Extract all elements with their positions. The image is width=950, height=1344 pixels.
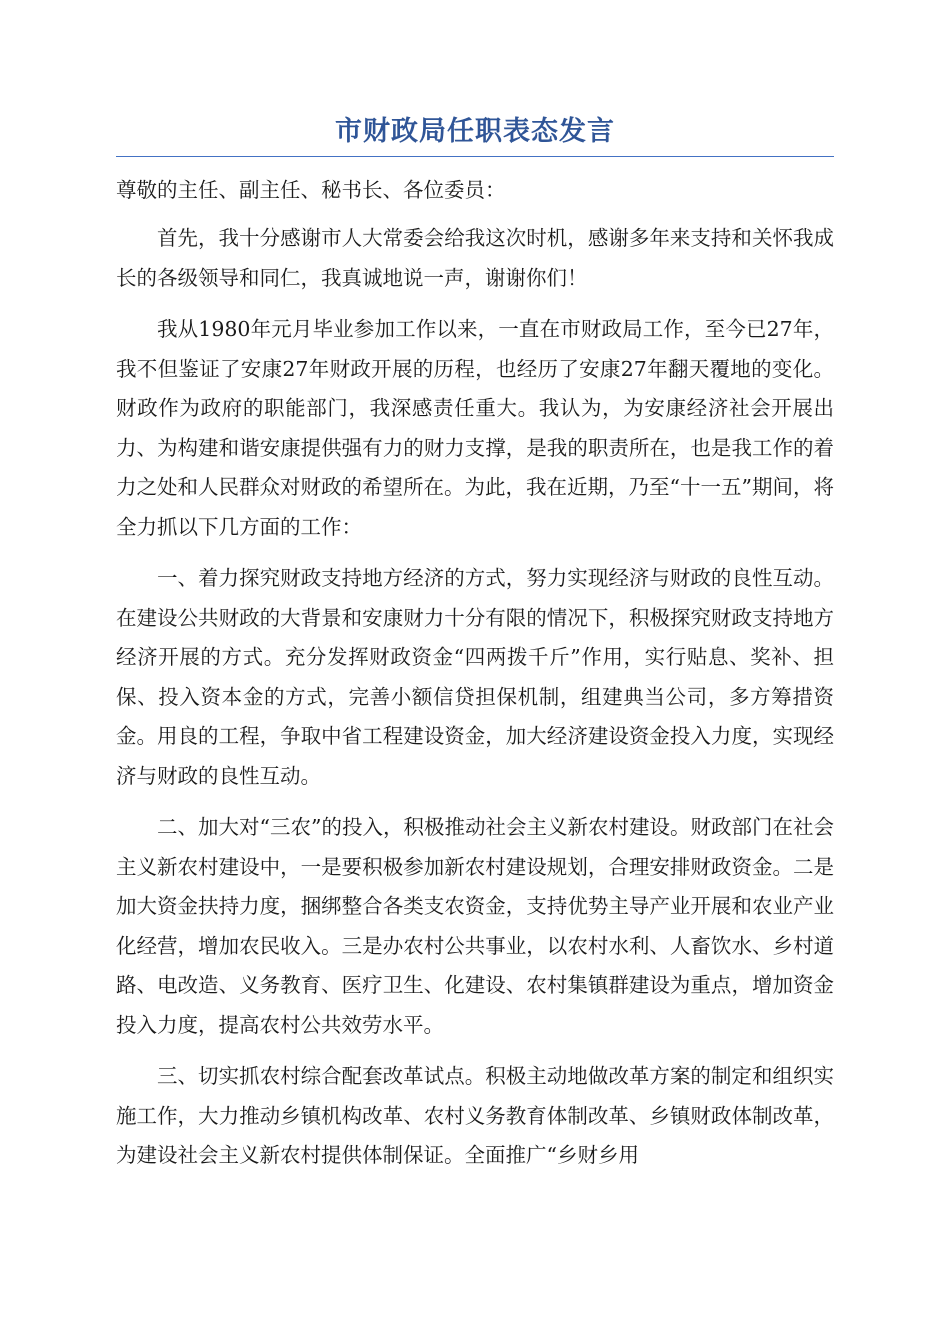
- paragraph-thanks: 首先，我十分感谢市人大常委会给我这次时机，感谢多年来支持和关怀我成长的各级领导和同仁，我真诚地说一声，谢谢你们！: [116, 226, 834, 290]
- paragraph-career: 我从1980年元月毕业参加工作以来，一直在市财政局工作，至今已27年，我不但鉴证了安康27年财政开展的历程，也经历了安康27年翻天覆地的变化。财政作为政府的职能部门，我深感责任重大。我认为，为安康经济社会开展出力、为构建和谐安康提供强有力的财力支撑，是我的职责所在，也是我工作的着力之处和人民群众对财政的希望所在。为此，我在近期，乃至“十一五”期间，将全力抓以下几方面的工作：: [116, 317, 834, 539]
- paragraph-point-three: 三、切实抓农村综合配套改革试点。积极主动地做改革方案的制定和组织实施工作，大力推动乡镇机构改革、农村义务教育体制改革、乡镇财政体制改革，为建设社会主义新农村提供体制保证。全面推广“乡财乡用: [116, 1064, 834, 1167]
- paragraph-point-one: 一、着力探究财政支持地方经济的方式，努力实现经济与财政的良性互动。在建设公共财政的大背景和安康财力十分有限的情况下，积极探究财政支持地方经济开展的方式。充分发挥财政资金“四两拨千斤”作用，实行贴息、奖补、担保、投入资本金的方式，完善小额信贷担保机制，组建典当公司，多方筹措资金。用良的工程，争取中省工程建设资金，加大经济建设资金投入力度，实现经济与财政的良性互动。: [116, 566, 834, 788]
- salutation: 尊敬的主任、副主任、秘书长、各位委员：: [116, 178, 506, 202]
- document-title: 市财政局任职表态发言: [116, 110, 834, 157]
- document-page: [116, 110, 834, 1176]
- paragraph-point-two: 二、加大对“三农”的投入，积极推动社会主义新农村建设。财政部门在社会主义新农村建设中，一是要积极参加新农村建设规划，合理安排财政资金。二是加大资金扶持力度，捆绑整合各类支农资金，支持优势主导产业开展和农业产业化经营，增加农民收入。三是办农村公共事业，以农村水利、人畜饮水、乡村道路、电改造、义务教育、医疗卫生、化建设、农村集镇群建设为重点，增加资金投入力度，提高农村公共效劳水平。: [116, 815, 834, 1037]
